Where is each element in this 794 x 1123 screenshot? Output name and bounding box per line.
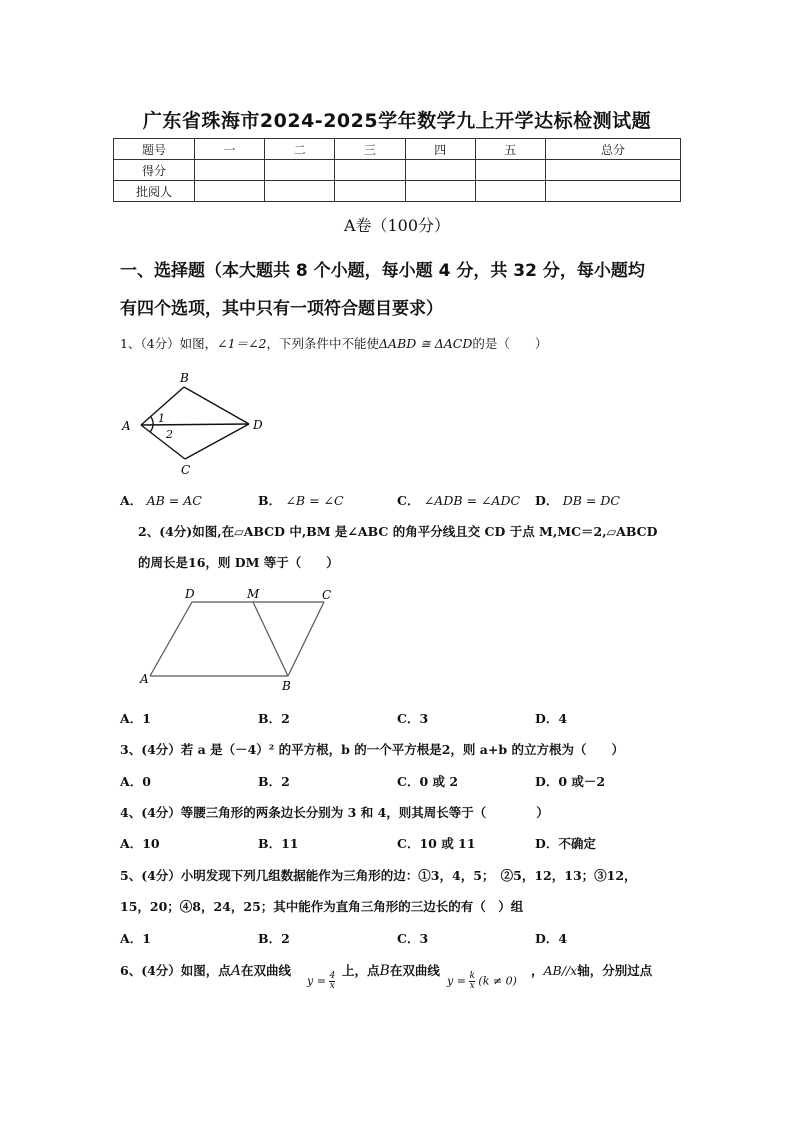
q3-option-a[interactable]: A．0 [120,774,151,789]
q2-option-a[interactable]: A．1 [120,711,151,726]
q6-equation-1: y = $\frac{4}{x}$ [307,971,336,991]
q1-text-pre: 1、（4分）如图， [120,336,218,351]
table-cell [546,181,681,202]
question-4-text: 4、(4分）等腰三角形的两条边长分别为 3 和 4，则其周长等于（ ） [120,805,549,820]
q2-label-b: B [282,679,291,693]
q3-option-d[interactable]: D．0 或－2 [535,774,606,789]
q1-label-1: 1 [158,412,165,425]
q2-label-a: A [140,672,149,686]
q1-angle-arc-1 [151,417,153,425]
question-5-line2: 15，20；④8，24，25；其中能作为直角三角形的三边长的有（ ）组 [120,899,524,914]
q1-segment-bd [184,387,249,424]
table-row [114,160,681,181]
table-cell: 二 [265,139,335,160]
table-cell: 批阅人 [114,181,195,202]
table-cell: 题号 [114,139,195,160]
q2-segment-ad [150,602,192,676]
table-cell [546,160,681,181]
q4-option-c[interactable]: C．10 或 11 [397,836,476,851]
question-3-text: 3、(4分）若 a 是（－4）² 的平方根，b 的一个平方根是2，则 a+b 的立方根为（ ） [120,742,624,757]
section-heading-line1: 一、选择题（本大题共 8 个小题，每小题 4 分，共 32 分，每小题均 [120,261,645,281]
q2-figure [138,585,338,697]
table-cell: 四 [405,139,475,160]
question-1-text [120,334,547,352]
table-cell [195,181,265,202]
question-2-line2: 的周长是16，则 DM 等于（ ） [138,555,339,570]
table-cell: 得分 [114,160,195,181]
table-cell: 总分 [546,139,681,160]
table-cell [335,160,405,181]
q3-option-c[interactable]: C．0 或 2 [397,774,459,789]
q1-label-c: C [181,463,191,477]
table-cell: 一 [195,139,265,160]
table-cell [475,181,545,202]
question-6-text-3: ，AB//x轴，分别过点 [531,963,653,978]
q2-option-d[interactable]: D．4 [535,711,568,726]
score-table [113,138,681,202]
q2-label-m: M [247,587,260,601]
q1-option-d[interactable]: D． DB = DC [535,493,620,508]
q1-label-a: A [122,419,131,433]
question-6-text-2: 上，点B在双曲线 [342,963,440,979]
table-cell: 三 [335,139,405,160]
q1-option-c[interactable]: C． ∠ADB = ∠ADC [397,493,521,508]
q1-label-b: B [180,371,189,385]
table-cell [195,160,265,181]
q2-option-c[interactable]: C．3 [397,711,429,726]
question-5-line1: 5、(4分）小明发现下列几组数据能作为三角形的边：①3，4，5； ②5，12，13；③12， [120,868,637,883]
question-2-line1: 2、(4分)如图,在▱ABCD 中,BM 是∠ABC 的角平分线且交 CD 于点 M,MC＝2,▱ABCD [138,524,658,539]
q4-option-d[interactable]: D．不确定 [535,836,596,851]
q2-option-b[interactable]: B．2 [258,711,290,726]
q6-parallel-condition: AB//x [543,963,578,978]
q6-var-a: A [230,963,241,979]
q1-congruence: ΔABD ≅ ΔACD [379,336,473,351]
section-heading-line2: 有四个选项，其中只有一项符合题目要求） [120,299,443,319]
q1-label-d: D [253,418,263,432]
table-row [114,181,681,202]
q1-condition: ∠1＝∠2 [217,336,267,351]
q2-label-d: D [185,587,195,601]
q1-text-post: 的是（ ） [472,336,548,351]
volume-title: A卷（100分） [343,216,451,235]
table-cell [405,181,475,202]
q5-option-c[interactable]: C．3 [397,931,429,946]
q1-label-2: 2 [166,428,173,441]
q2-segment-bm [253,602,288,676]
table-row [114,139,681,160]
table-cell: 五 [475,139,545,160]
table-cell [335,181,405,202]
q6-equation-2: y = $\frac{k}{x}$ (k ≠ 0) [447,971,517,991]
table-cell [475,160,545,181]
q1-option-a[interactable]: A． AB = AC [120,493,202,508]
q1-figure [118,368,278,480]
q1-segment-ac [141,425,185,459]
q5-option-b[interactable]: B．2 [258,931,290,946]
q1-segment-cd [185,424,249,459]
table-cell [265,181,335,202]
q2-label-c: C [322,588,332,602]
q1-angle-arc-2 [150,425,153,432]
exam-title: 广东省珠海市2024-2025学年数学九上开学达标检测试题 [142,110,652,132]
table-cell [405,160,475,181]
q4-option-b[interactable]: B．11 [258,836,299,851]
q5-option-d[interactable]: D．4 [535,931,568,946]
q6-var-b: B [379,963,390,979]
q1-option-b[interactable]: B． ∠B = ∠C [258,493,344,508]
q3-option-b[interactable]: B．2 [258,774,290,789]
q2-segment-cb [288,602,324,676]
q1-text-mid: ，下列条件中不能使 [266,336,380,351]
q5-option-a[interactable]: A．1 [120,931,151,946]
table-cell [265,160,335,181]
question-6-text: 6、(4分）如图，点A在双曲线 [120,963,291,979]
q4-option-a[interactable]: A．10 [120,836,160,851]
